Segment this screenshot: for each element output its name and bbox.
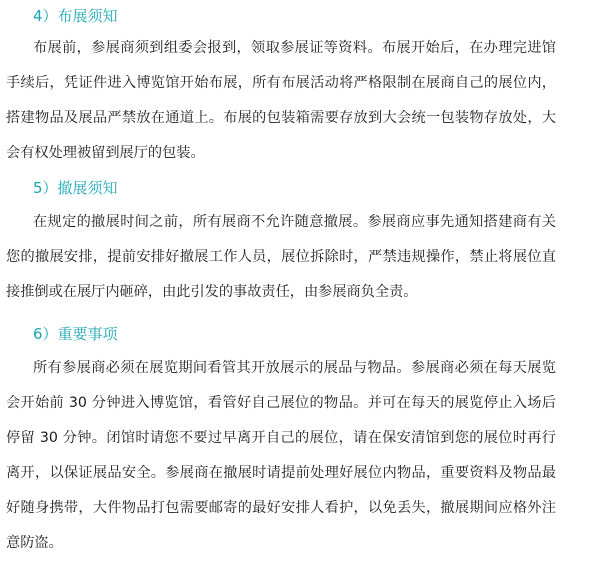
section-heading-important-matters: 6）重要事项 [33, 325, 118, 343]
section-body-setup-notice: 布展前，参展商须到组委会报到，领取参展证等资料。布展开始后，在办理完进馆手续后，凭证件进入博览馆开始布展，所有布展活动将严格限制在展商自己的展位内，搭建物品及展品严禁放在通道上。布展的包装箱需要存放到大会统一包装物存放处，大会有权处理被留到展厅的包装。 [6, 40, 556, 161]
section-body-important-matters: 所有参展商必须在展览期间看管其开放展示的展品与物品。参展商必须在每天展览会开始前 30 分钟进入博览馆，看管好自己展位的物品。并可在每天的展览停止入场后停留 30 分钟。闭馆时请您不要过早离开自己的展位，请在保安清馆到您的展位时再行离开，以保证展品安全。参展商在撤展时请提前处理好展位内物品，重要资料及物品最好随身携带，大件物品打包需要邮寄的最好安排人看护，以免丢失，撤展期间应格外注意防盗。 [6, 360, 556, 551]
section-body-dismantle-notice: 在规定的撤展时间之前，所有展商不允许随意撤展。参展商应事先通知搭建商有关您的撤展安排，提前安排好撤展工作人员，展位拆除时，严禁违规操作，禁止将展位直接推倒或在展厅内砸碎，由此引发的事故责任，由参展商负全责。 [6, 214, 556, 300]
section-heading-setup-notice: 4）布展须知 [33, 7, 118, 25]
section-heading-dismantle-notice: 5）撤展须知 [33, 179, 118, 197]
